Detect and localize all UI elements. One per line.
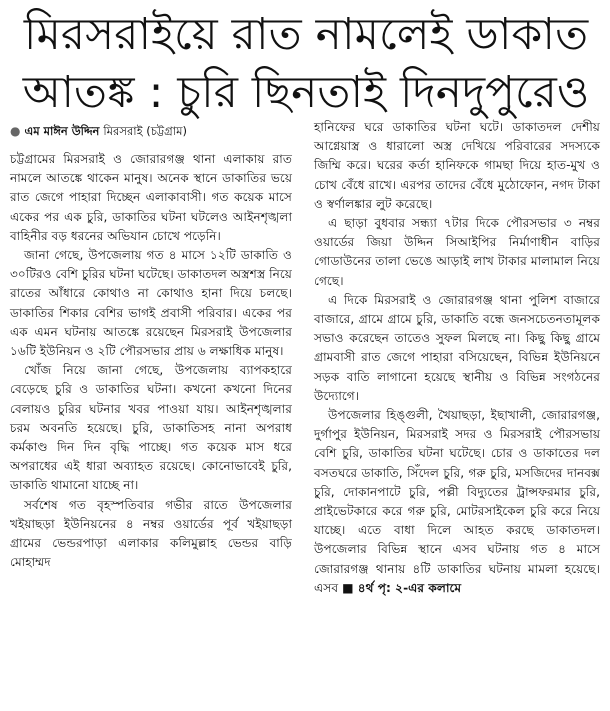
paragraph: [314, 406, 600, 598]
article-column-left: [10, 118, 292, 572]
headline-line-1: মিরসরাইয়ে রাত নামলেই ডাকাত: [23, 9, 589, 60]
paragraph: খোঁজ নিয়ে জানা গেছে, উপজেলায় ব্যাপকহারে বেড়েছে চুরি ও ডাকাতির ঘটনা। কখনো কখনো দিনের বেলায়ও চুরির ঘটনার খবর পাওয়া যায়। আইনশৃঙ্খলার চরম অবনতি হয়েছে। চুরি, ডাকাতিসহ নানা অপরাধ কর্মকাণ্ড দিন দিন বৃদ্ধি পাচ্ছে। গত কয়েক মাস ধরে অপরাধের এই ধারা অব্যাহত রয়েছে। কোনোভাবেই চুরি, ডাকাতি থামানো যাচ্ছে না।: [10, 363, 292, 493]
paragraph-text: উপজেলার হিঙ্গুলী, খৈয়াছড়া, ইছাখালী, জোরারগঞ্জ, দুর্গাপুর ইউনিয়ন, মিরসরাই সদর ও মিরসরাই পৌরসভায় বেশি চুরি, ডাকাতির ঘটনা ঘটেছে। চোর ও ডাকাতের দল বসতঘরে ডাকাতি, সিঁদেল চুরি, গরু চুরি, মসজিদের দানবক্স চুরি, দোকানপাটে চুরি, পল্লী বিদ্যুতের ট্রান্সফরমার চুরি, প্রাইভেটকারে করে গরু চুরি, মোটরসাইকেল চুরি করে নিয়ে যাচ্ছে। এতে বাধা দিলে আহত করছে ডাকাতদল। উপজেলার বিভিন্ন স্থানে এসব ঘটনায় গত ৪ মাসে জোরারগঞ্জ থানায় ৪টি ডাকাতির ঘটনায় মামলা হয়েছে। এসব: [314, 408, 600, 595]
article-column-right: [314, 118, 600, 598]
paragraph: জানা গেছে, উপজেলায় গত ৪ মাসে ১২টি ডাকাতি ও ৩০টিরও বেশি চুরির ঘটনা ঘটেছে। ডাকাতদল অস্ত্রশস্ত্র নিয়ে রাতের আঁধারে কোথাও না কোথাও হানা দিয়ে চলছে। ডাকাতির শিকার বেশির ভাগই প্রবাসী পরিবার। একের পর এক এমন ঘটনায় আতঙ্কে রয়েছেন মিরসরাই উপজেলার ১৬টি ইউনিয়ন ও ২টি পৌরসভার প্রায় ৬ লক্ষাধিক মানুষ।: [10, 248, 292, 359]
paragraph: এ ছাড়া বুধবার সন্ধ্যা ৭টার দিকে পৌরসভার ৩ নম্বর ওয়ার্ডের জিয়া উদ্দিন সিআইপির নির্মাণাধীন বাড়ির গোডাউনের তালা ভেঙে আড়াই লাখ টাকার মালামাল নিয়ে গেছে।: [314, 216, 600, 288]
paragraph: এ দিকে মিরসরাই ও জোরারগঞ্জ থানা পুলিশ বাজারে বাজারে, গ্রামে গ্রামে চুরি, ডাকাতি বন্ধে জনসচেতনতামূলক সভাও করেছেন তাতেও সুফল মিলছে না। কিছু কিছু গ্রামে গ্রামবাসী রাত জেগে পাহারা বসিয়েছেন, বিভিন্ন ইউনিয়নে সড়ক বাতি লাগানো হয়েছে স্থানীয় ও বিভিন্ন সংগঠনের উদ্যোগে।: [314, 292, 600, 403]
dateline-place: মিরসরাই (চট্টগ্রাম): [103, 124, 188, 138]
paragraph: সর্বশেষ গত বৃহস্পতিবার গভীর রাতে উপজেলার খইয়াছড়া ইউনিয়নের ৪ নম্বর ওয়ার্ডের পূর্ব খইয়াছড়া গ্রামের ভেন্ডরপাড়া এলাকার কলিমুল্লাহ ভেন্ডর বাড়ি মোহাম্মদ: [10, 497, 292, 570]
paragraph: হানিফের ঘরে ডাকাতির ঘটনা ঘটে। ডাকাতদল দেশীয় আগ্নেয়াস্ত্র ও ধারালো অস্ত্র দেখিয়ে পরিবারের সদস্যকে জিম্মি করে। ঘরের কর্তা হানিফকে গামছা দিয়ে হাত-মুখ ও চোখ বেঁধে রাখে। এরপর তাদের বেঁধে মুঠোফোন, নগদ টাকা ও স্বর্ণালঙ্কার লুট করেছে।: [314, 120, 600, 211]
continuation-marker: ■ ৪র্থ পৃ: ২-এর কলামে: [341, 580, 462, 595]
paragraph: চট্টগ্রামের মিরসরাই ও জোরারগঞ্জ থানা এলাকায় রাত নামলে আতঙ্কে থাকেন মানুষ। অনেক স্থানে ডাকাতির ভয়ে রাত জেগে পাহারা দিচ্ছেন এলাকাবাসী। গত কয়েক মাসে একের পর এক চুরি, ডাকাতির ঘটনা ঘটলেও আইনশৃঙ্খলা বাহিনীর বড় ধরনের অভিযান চোখে পড়েনি।: [10, 152, 292, 243]
byline: [10, 122, 292, 140]
author-name: এম মাঈন উদ্দিন: [24, 124, 100, 138]
bullet-icon: ●: [10, 124, 21, 138]
headline: [10, 6, 602, 122]
headline-line-2: আতঙ্ক : চুরি ছিনতাই দিনদুপুরেও: [22, 67, 590, 118]
